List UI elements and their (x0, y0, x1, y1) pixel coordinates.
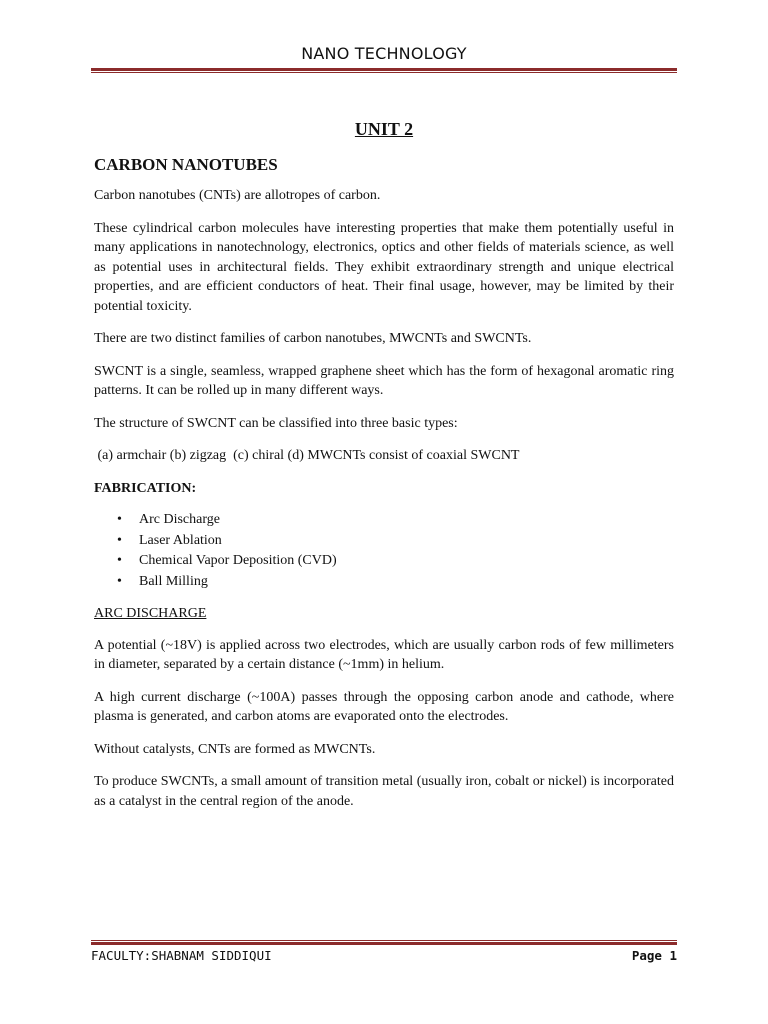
list-item: • Chemical Vapor Deposition (CVD) (139, 551, 674, 572)
paragraph: SWCNT is a single, seamless, wrapped graphene sheet which has the form of hexagonal aromatic ring patterns. It can be rolled up in many different ways. (94, 363, 674, 398)
footer-rule (91, 940, 677, 945)
paragraph: A high current discharge (~100A) passes through the opposing carbon anode and cathode, where plasma is generated, and carbon atoms are evaporated onto the electrodes. (94, 689, 674, 724)
section-title: CARBON NANOTUBES (94, 155, 278, 174)
paragraph: The structure of SWCNT can be classified into three basic types: (94, 415, 458, 431)
paragraph: Carbon nanotubes (CNTs) are allotropes of carbon. (94, 188, 381, 203)
unit-title: UNIT 2 (354, 119, 414, 139)
header-rule (91, 68, 677, 73)
list-item: • Arc Discharge (139, 510, 674, 531)
fabrication-heading: FABRICATION: (94, 480, 197, 496)
fabrication-list (94, 510, 674, 592)
list-item: • Laser Ablation (139, 531, 674, 552)
paragraph: There are two distinct families of carbon nanotubes, MWCNTs and SWCNTs. (94, 331, 532, 346)
arc-discharge-heading: ARC DISCHARGE (94, 606, 207, 621)
page-content (94, 117, 674, 824)
faculty-name: FACULTY:SHABNAM SIDDIQUI (91, 948, 272, 963)
list-item: • Ball Milling (139, 572, 674, 593)
paragraph: A potential (~18V) is applied across two electrodes, which are usually carbon rods of few millimeters in diameter, separated by a certain distance (~1mm) in helium. (94, 637, 674, 672)
paragraph: These cylindrical carbon molecules have interesting properties that make them potentially useful in many applications in nanotechnology, electronics, optics and other fields of materials science, as well as potential uses in architectural fields. They exhibit extraordinary strength and unique electrical properties, and are efficient conductors of heat. Their final usage, however, may be limited by their potential toxicity. (94, 220, 674, 314)
paragraph: (a) armchair (b) zigzag (c) chiral (d) MWCNTs consist of coaxial SWCNT (94, 448, 520, 463)
paragraph: Without catalysts, CNTs are formed as MWCNTs. (94, 741, 376, 757)
running-header-title: NANO TECHNOLOGY (301, 44, 467, 63)
paragraph: To produce SWCNTs, a small amount of transition metal (usually iron, cobalt or nickel) is incorporated as a catalyst in the central region of the anode. (94, 774, 674, 809)
page-number: Page 1 (631, 948, 677, 963)
